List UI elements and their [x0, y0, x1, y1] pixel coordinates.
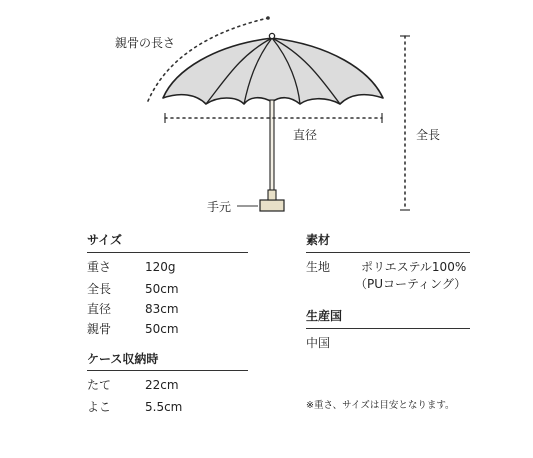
diameter-label: 直径: [293, 128, 318, 142]
spec-label-weight: 重さ: [87, 260, 112, 274]
case-label-height: たて: [87, 378, 112, 392]
size-section-title: サイズ: [87, 233, 123, 247]
rib-arc-end-dot: [266, 16, 270, 20]
spec-value-weight: 120g: [145, 260, 176, 274]
spec-label-length: 全長: [87, 282, 112, 296]
origin-value: 中国: [306, 336, 331, 350]
umbrella-shaft: [270, 100, 274, 192]
umbrella-handle: [260, 200, 284, 211]
handle-neck: [268, 190, 276, 200]
origin-section-title: 生産国: [306, 309, 343, 323]
material-value-line2: （PUコーティング）: [355, 277, 467, 291]
section-divider: [306, 252, 470, 253]
handle-label: 手元: [207, 200, 232, 214]
case-value-height: 22cm: [145, 378, 179, 392]
spec-label-rib: 親骨: [87, 322, 112, 336]
spec-value-length: 50cm: [145, 282, 179, 296]
spec-value-diameter: 83cm: [145, 302, 179, 316]
section-divider: [306, 328, 470, 329]
material-value-line1: ポリエステル100%: [361, 260, 467, 274]
case-section-title: ケース収納時: [87, 352, 159, 366]
material-section-title: 素材: [306, 233, 331, 247]
rib-length-label: 親骨の長さ: [115, 36, 176, 50]
total-length-label: 全長: [416, 128, 441, 142]
umbrella-canopy: [163, 38, 383, 104]
case-label-width: よこ: [87, 400, 112, 414]
umbrella-tip: [269, 33, 274, 38]
spec-value-rib: 50cm: [145, 322, 179, 336]
disclaimer-note: ※重さ、サイズは目安となります。: [306, 400, 455, 411]
section-divider: [87, 370, 248, 371]
umbrella-diagram: [0, 0, 533, 225]
case-value-width: 5.5cm: [145, 400, 183, 414]
section-divider: [87, 252, 248, 253]
spec-label-diameter: 直径: [87, 302, 112, 316]
material-label-fabric: 生地: [306, 260, 331, 274]
